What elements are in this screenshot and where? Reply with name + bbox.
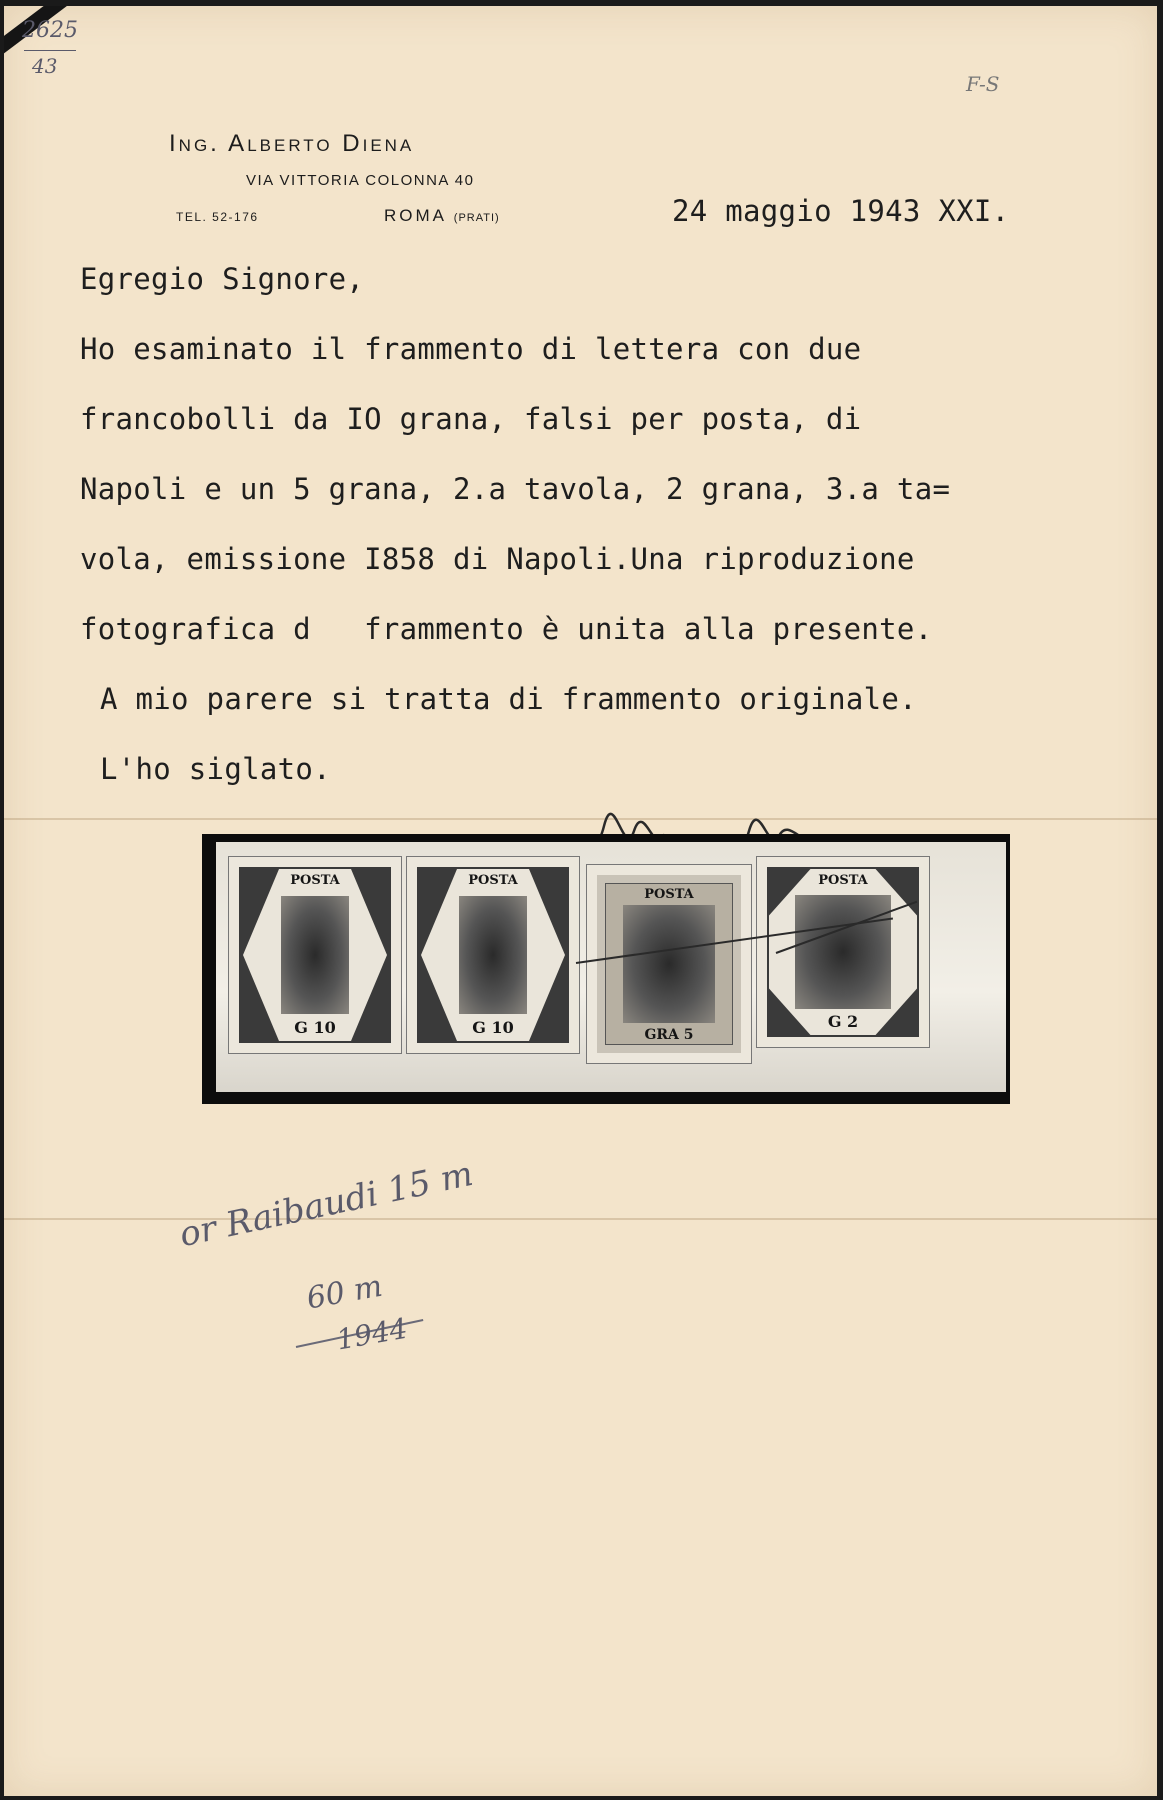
body-line: vola, emissione I858 di Napoli.Una riproduzione [80, 542, 915, 576]
stamp-top-label: POSTA [468, 873, 518, 888]
letterhead-name: Ing. Alberto Diena [169, 130, 415, 157]
letterhead-telephone: TEL. 52-176 [176, 210, 259, 224]
horse-vignette [795, 895, 891, 1009]
stamp-10-grana-1 [228, 856, 402, 1054]
reference-number: 2625 [22, 18, 78, 43]
reference-divider [24, 50, 76, 51]
stamp-top-label: POSTA [818, 873, 868, 888]
body-line: Napoli e un 5 grana, 2.a tavola, 2 grana, 3.a ta= [80, 472, 951, 506]
city-name: ROMA [384, 206, 447, 225]
closing-line: L'ho siglato. [100, 752, 331, 786]
salutation: Egregio Signore, [80, 262, 365, 296]
arms-vignette [623, 905, 715, 1024]
body-line: fotografica d frammento è unita alla presente. [80, 612, 933, 646]
body-line: Ho esaminato il frammento di lettera con due [80, 332, 862, 366]
pencil-note-line2: 60 m [304, 1268, 386, 1317]
top-right-mark: F-S [966, 72, 1000, 96]
pencil-note-line3: 1944 [334, 1311, 410, 1357]
horse-vignette [281, 896, 350, 1014]
stamp-top-label: POSTA [644, 887, 694, 902]
body-line: francobolli da IO grana, falsi per posta, di [80, 402, 862, 436]
stamp-10-grana-2 [406, 856, 580, 1054]
stamp-value-label: G 2 [827, 1012, 859, 1031]
letterhead-address: VIA VITTORIA COLONNA 40 [246, 172, 475, 189]
opinion-line: A mio parere si tratta di frammento originale. [100, 682, 917, 716]
stamp-value-label: GRA 5 [644, 1027, 694, 1043]
stamp-2-grana [756, 856, 930, 1048]
photo-fragment [216, 842, 1006, 1092]
stamp-value-label: G 10 [472, 1018, 514, 1037]
stamp-photograph [202, 834, 1010, 1104]
pencil-note-line1: or Raibaudi 15 m [176, 1153, 477, 1256]
letter-date: 24 maggio 1943 XXI. [672, 194, 1010, 228]
stamp-5-grana [586, 864, 752, 1064]
letterhead-city [384, 206, 500, 226]
stamp-value-label: G 10 [294, 1018, 336, 1037]
horse-vignette [459, 896, 528, 1014]
stamp-top-label: POSTA [290, 873, 340, 888]
letter-sheet [4, 6, 1157, 1796]
reference-sub: 43 [32, 54, 58, 78]
city-district: (PRATI) [453, 212, 500, 224]
